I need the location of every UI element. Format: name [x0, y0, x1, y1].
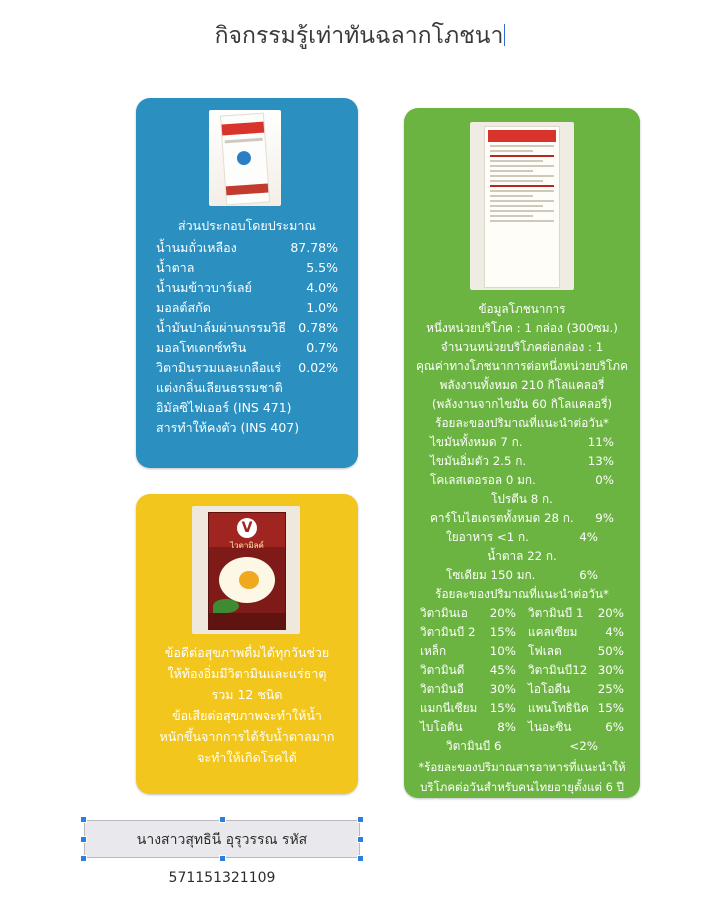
nutrient-name: ไขมันทั้งหมด 7 ก. [430, 435, 523, 449]
nutrition-card[interactable] [404, 108, 640, 834]
nutrition-heading: ข้อมูลโภชนาการ [478, 302, 566, 316]
ingredient-name: มอลต์สกัด [156, 300, 211, 315]
ingredients-heading: ส่วนประกอบโดยประมาณ [178, 218, 316, 233]
vitamin-value: 50% [597, 644, 624, 658]
nutrient-name: โซเดียม 150 มก. [446, 568, 536, 582]
vitamin-name: วิตามินบี 1 [528, 606, 584, 620]
ingredient-value: 1.0% [306, 300, 338, 315]
resize-handle-top-left[interactable] [80, 816, 87, 823]
vitamin-name: แพนโทธินิค [528, 701, 589, 715]
text-cursor [504, 24, 505, 46]
carton-blue-dot [236, 151, 251, 166]
nutrient-row: น้ำตาล 22 ก. [487, 549, 557, 563]
vitamin-cell [420, 661, 522, 680]
serving-line: คุณค่าทางโภชนาการต่อหนึ่งหน่วยบริโภค [416, 359, 628, 373]
carton-graphic [220, 113, 270, 206]
ingredient-row [156, 318, 338, 338]
vitamin-row [416, 623, 628, 642]
vitamin-cell [522, 623, 624, 642]
carton-bottom-band [226, 183, 269, 195]
resize-handle-bottom-right[interactable] [357, 855, 364, 862]
vitamin-value: <2% [569, 739, 598, 753]
label-line [490, 185, 554, 187]
nutrition-label-photo [470, 122, 574, 290]
vitamin-cell [420, 699, 522, 718]
vitamin-value: 20% [489, 606, 516, 620]
daily-value-header: ร้อยละของปริมาณที่แนะนำต่อวัน* [435, 587, 609, 601]
vitamin-name: ไบโอติน [420, 720, 463, 734]
ingredient-name: น้ำนมข้าวบาร์เลย์ [156, 280, 252, 295]
vitamin-value: 15% [489, 701, 516, 715]
footnote-line: ต้องการพลังงานวันละ 2,000 กิโลแคลอรี่ [420, 820, 624, 834]
pros-cons-line: รวม 12 ชนิด [211, 687, 283, 702]
nutrition-facts [416, 300, 628, 836]
nutrient-row: โปรตีน 8 ก. [491, 492, 553, 506]
ingredient-value: 0.78% [298, 320, 338, 335]
brand-v-logo-icon: V [237, 518, 257, 538]
ingredient-row [156, 338, 338, 358]
vitamin-cell [522, 604, 624, 623]
vitamin-name: ไนอะซิน [528, 720, 572, 734]
vitamin-cell [522, 699, 624, 718]
vitamin-value: 30% [489, 682, 516, 696]
vitamin-value: 15% [597, 701, 624, 715]
ingredient-row [156, 258, 338, 278]
vitamin-name: วิตามินบี12 [528, 663, 588, 677]
vitamin-value: 6% [605, 720, 624, 734]
product-bottom-band [209, 613, 285, 629]
nutrient-row [416, 528, 628, 547]
serving-line: พลังงานทั้งหมด 210 กิโลแคลอรี่ [439, 378, 605, 392]
carton-red-band [222, 122, 265, 136]
leaf-icon [213, 599, 239, 613]
ingredient-name: น้ำมันปาล์มผ่านกรรมวิธี [156, 320, 286, 335]
nutrient-row [416, 566, 628, 585]
resize-handle-bottom-left[interactable] [80, 855, 87, 862]
vitamin-cell [522, 680, 624, 699]
vitamin-name: วิตามินเอ [420, 606, 468, 620]
page-title [0, 18, 720, 54]
nutrient-name: ไขมันอิ่มตัว 2.5 ก. [430, 454, 527, 468]
ingredient-name: มอลโทเดกซ์ทริน [156, 340, 247, 355]
ingredient-row [156, 358, 338, 378]
vitamin-row [416, 737, 628, 756]
resize-handle-bottom-center[interactable] [219, 855, 226, 862]
vitamin-value: 15% [489, 625, 516, 639]
label-line [490, 190, 554, 192]
resize-handle-top-right[interactable] [357, 816, 364, 823]
footnote-line: ขึ้นไป ( Thai RDI ) โดยคิดจากความ [429, 800, 615, 814]
vitamin-row [416, 680, 628, 699]
pros-cons-line: หนักขึ้นจากการได้รับน้ำตาลมาก [159, 729, 335, 744]
resize-handle-top-center[interactable] [219, 816, 226, 823]
pros-cons-text [148, 642, 346, 768]
ingredient-name: น้ำตาล [156, 260, 195, 275]
resize-handle-middle-left[interactable] [80, 836, 87, 843]
nutrient-value: 11% [587, 435, 614, 449]
pros-cons-line: ให้ท้องอิ่มมีวิตามินและแร่ธาตุ [167, 666, 327, 681]
vitamin-name: แมกนีเซียม [420, 701, 478, 715]
vitamin-value: 20% [597, 606, 624, 620]
soy-milk-carton-photo [209, 110, 281, 206]
vitamin-name: โฟเลต [528, 644, 562, 658]
label-line [490, 165, 554, 167]
ingredient-note: สารทำให้คงตัว (INS 407) [156, 420, 300, 435]
label-line [490, 150, 533, 152]
ingredient-row [156, 298, 338, 318]
vitamin-cell [420, 623, 522, 642]
ingredient-value: 0.7% [306, 340, 338, 355]
vitamin-row [416, 699, 628, 718]
ingredient-note: อิมัลซิไฟเออร์ (INS 471) [156, 400, 292, 415]
label-line [490, 215, 533, 217]
carton-line [225, 138, 263, 144]
ingredient-name: วิตามินรวมและเกลือแร่ [156, 360, 282, 375]
vitamin-cell [420, 604, 522, 623]
label-line [490, 175, 554, 177]
resize-handle-middle-right[interactable] [357, 836, 364, 843]
label-line [490, 205, 543, 207]
vitamin-value: 25% [597, 682, 624, 696]
vitamin-name: วิตามินอี [420, 682, 464, 696]
nutrient-value: 9% [595, 511, 614, 525]
vitamin-cell [522, 642, 624, 661]
nutrient-name: คาร์โบไฮเดรตทั้งหมด 28 ก. [430, 511, 574, 525]
vitamin-cell [420, 718, 522, 737]
serving-line: (พลังงานจากไขมัน 60 กิโลแคลอรี่) [431, 397, 613, 411]
label-line [490, 210, 554, 212]
ingredient-name: น้ำนมถั่วเหลือง [156, 240, 237, 255]
page-title-text: กิจกรรมรู้เท่าทันฉลากโภชนา [214, 23, 504, 49]
nutrient-value: 4% [579, 530, 598, 544]
ingredient-value: 4.0% [306, 280, 338, 295]
vitamin-cell [522, 661, 624, 680]
vitamin-row [416, 718, 628, 737]
vitamin-name: เหล็ก [420, 644, 447, 658]
serving-line: จำนวนหน่วยบริโภคต่อกล่อง : 1 [440, 340, 604, 354]
nutrition-label-graphic [484, 126, 560, 288]
vitamin-row [416, 604, 628, 623]
name-textbox[interactable]: นางสาวสุทธินี อุรุวรรณ รหัส 571151321109 [84, 820, 360, 858]
footnote-line: บริโภคต่อวันสำหรับคนไทยอายุตั้งแต่ 6 ปี [420, 780, 624, 794]
vitamilk-box-photo [192, 506, 300, 634]
vitamin-name: วิตามินบี 6 [446, 739, 502, 753]
vitamin-value: 4% [605, 625, 624, 639]
name-textbox-selection[interactable] [80, 816, 364, 886]
nutrient-row [416, 509, 628, 528]
vitamin-value: 10% [489, 644, 516, 658]
label-line [490, 200, 554, 202]
ingredient-value: 0.02% [298, 360, 338, 375]
ingredients-card[interactable] [136, 98, 358, 468]
label-line [490, 220, 554, 222]
vitamin-value: 30% [597, 663, 624, 677]
vitamin-cell [420, 642, 522, 661]
nutrient-row [416, 452, 628, 471]
vitamin-row [416, 661, 628, 680]
vitamin-name: แคลเซียม [528, 625, 578, 639]
serving-line: หนึ่งหน่วยบริโภค : 1 กล่อง (300ซม.) [426, 321, 618, 335]
vitamin-cell [522, 718, 624, 737]
label-line [490, 155, 554, 157]
nutrient-value: 6% [579, 568, 598, 582]
vitamin-name: วิตามินดี [420, 663, 465, 677]
label-line [490, 160, 543, 162]
ingredient-row [156, 238, 338, 258]
vitamin-row [416, 642, 628, 661]
pros-cons-line: จะทำให้เกิดโรคได้ [197, 750, 297, 765]
nutrient-name: โคเลสเตอรอล 0 มก. [430, 473, 536, 487]
pros-cons-line: ข้อเสียต่อสุขภาพจะทำให้น้ำ [172, 708, 322, 723]
label-line [490, 145, 554, 147]
footnote-line: *ร้อยละของปริมาณสารอาหารที่แนะนำให้ [418, 760, 626, 774]
vitamin-value: 45% [489, 663, 516, 677]
ingredients-list [156, 216, 338, 438]
ingredient-value: 87.78% [290, 240, 338, 255]
nutrient-row [416, 471, 628, 490]
brand-name-text: ไวตามิลค์ [230, 541, 264, 550]
label-header-band [488, 130, 556, 142]
label-line [490, 170, 533, 172]
nutrient-value: 13% [587, 454, 614, 468]
vitamin-name: วิตามินบี 2 [420, 625, 476, 639]
ingredient-value: 5.5% [306, 260, 338, 275]
daily-value-header: ร้อยละของปริมาณที่แนะนำต่อวัน* [435, 416, 609, 430]
ingredient-note: แต่งกลิ่นเลียนธรรมชาติ [156, 380, 283, 395]
egg-yolk-graphic [239, 571, 259, 589]
nutrient-row [416, 433, 628, 452]
product-box-graphic [208, 512, 286, 630]
vitamin-value: 8% [497, 720, 516, 734]
label-line [490, 195, 533, 197]
nutrient-value: 0% [595, 473, 614, 487]
pros-cons-card[interactable] [136, 494, 358, 794]
nutrient-name: ใยอาหาร <1 ก. [446, 530, 529, 544]
label-line [490, 180, 543, 182]
ingredient-row [156, 278, 338, 298]
vitamin-cell [420, 680, 522, 699]
pros-cons-line: ข้อดีต่อสุขภาพดื่มได้ทุกวันช่วย [164, 645, 330, 660]
vitamin-name: ไอโอดีน [528, 682, 571, 696]
